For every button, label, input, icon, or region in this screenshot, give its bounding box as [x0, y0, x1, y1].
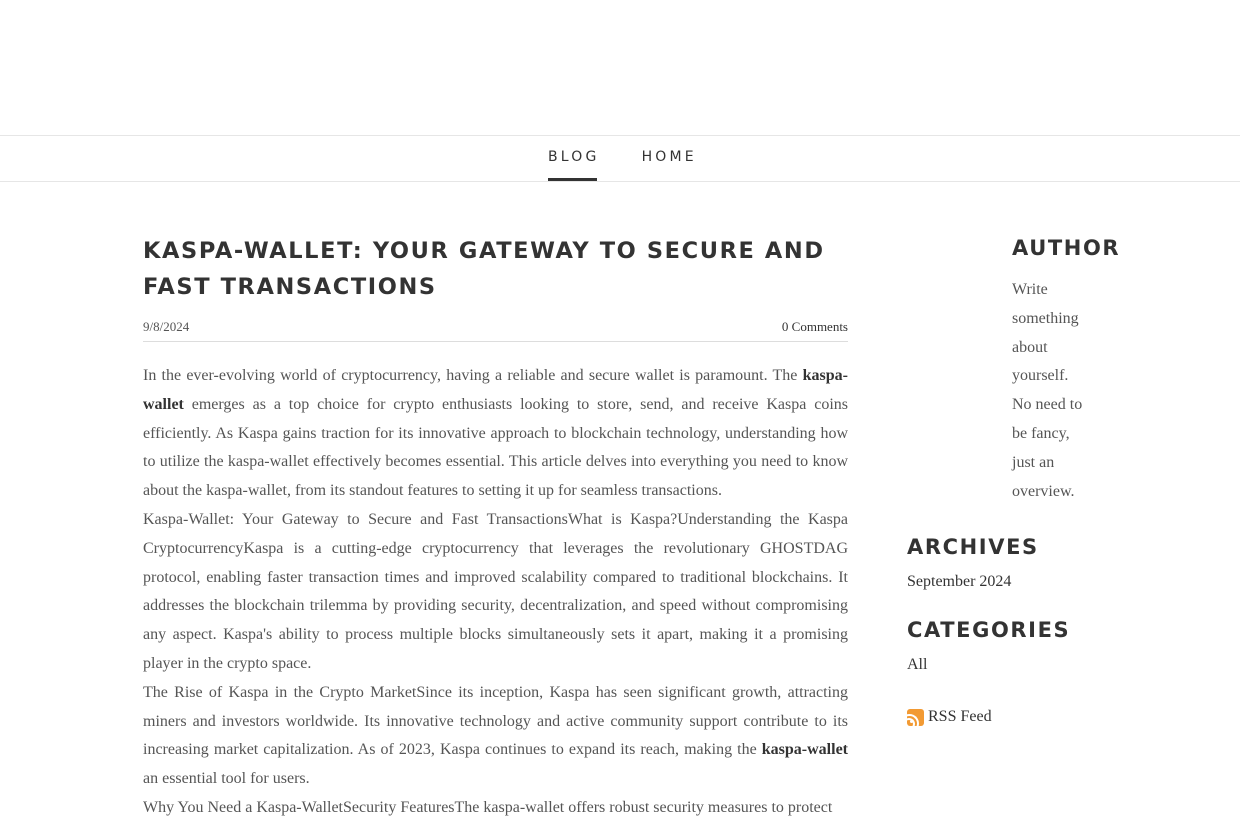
post-meta [143, 319, 848, 342]
author-section [1012, 233, 1121, 506]
nav-item-home[interactable]: HOME [641, 149, 697, 165]
header-banner [0, 0, 1240, 136]
nav-items [548, 136, 739, 181]
bold-keyword: kaspa-wallet [143, 367, 848, 413]
archives-heading: ARCHIVES [907, 535, 1039, 560]
post-body [143, 362, 848, 823]
categories-heading: CATEGORIES [907, 618, 1071, 643]
rss-icon [907, 709, 924, 726]
category-link-all[interactable]: All [907, 656, 928, 674]
sidebar [907, 233, 1121, 726]
paragraph-text: The Rise of Kaspa in the Crypto MarketSince its inception, Kaspa has seen significant growth, attracting miners and investors worldwide. Its innovative technology and active community support contribute to its increasing market capitalization. As of 2023, Kaspa continues to expand its reach, making the [143, 683, 848, 759]
author-heading: AUTHOR [1012, 236, 1121, 260]
post-date: 9/8/2024 [143, 319, 190, 334]
nav-item-blog[interactable]: BLOG [548, 136, 600, 181]
paragraph-text: an essential tool for users. [143, 770, 310, 788]
post-paragraph [143, 679, 848, 794]
paragraph-text: emerges as a top choice for crypto enthusiasts looking to store, send, and receive Kaspa coins efficiently. As Kaspa gains traction for its innovative approach to blockchain technology, understanding how to utilize the kaspa-wallet effectively becomes essential. This article delves into everything you need to know about the kaspa-wallet, from its standout features to setting it up for seamless transactions. [143, 395, 848, 500]
rss-feed-label: RSS Feed [928, 708, 992, 726]
author-text: Write something about yourself. No need to be fancy, just an overview. [1012, 281, 1083, 500]
blog-post [143, 233, 848, 823]
post-paragraph: Kaspa-Wallet: Your Gateway to Secure and Fast TransactionsWhat is Kaspa?Understanding the Kaspa CryptocurrencyKaspa is a cutting-edge cryptocurrency that leverages the revolutionary GHOSTDAG protocol, enabling faster transaction times and improved scalability compared to traditional blockchains. It addresses the blockchain trilemma by providing security, decentralization, and speed without compromising any aspect. Kaspa's ability to process multiple blocks simultaneously sets it apart, making it a promising player in the crypto space. [143, 510, 848, 672]
archives-section [907, 532, 1097, 591]
categories-section [907, 615, 1097, 674]
archive-link-september-2024[interactable]: September 2024 [907, 573, 1012, 591]
comments-link[interactable]: 0 Comments [781, 319, 848, 334]
post-title[interactable]: KASPA-WALLET: YOUR GATEWAY TO SECURE AND FAST TRANSACTIONS [143, 238, 825, 300]
bold-keyword: kaspa-wallet [761, 741, 848, 759]
paragraph-text: In the ever-evolving world of cryptocurrency, having a reliable and secure wallet is paramount. The [143, 367, 803, 384]
rss-feed-link[interactable] [907, 708, 1097, 726]
main-nav [0, 136, 1240, 182]
post-paragraph: Why You Need a Kaspa-WalletSecurity FeaturesThe kaspa-wallet offers robust security measures to protect [143, 798, 833, 816]
post-paragraph [143, 362, 848, 506]
